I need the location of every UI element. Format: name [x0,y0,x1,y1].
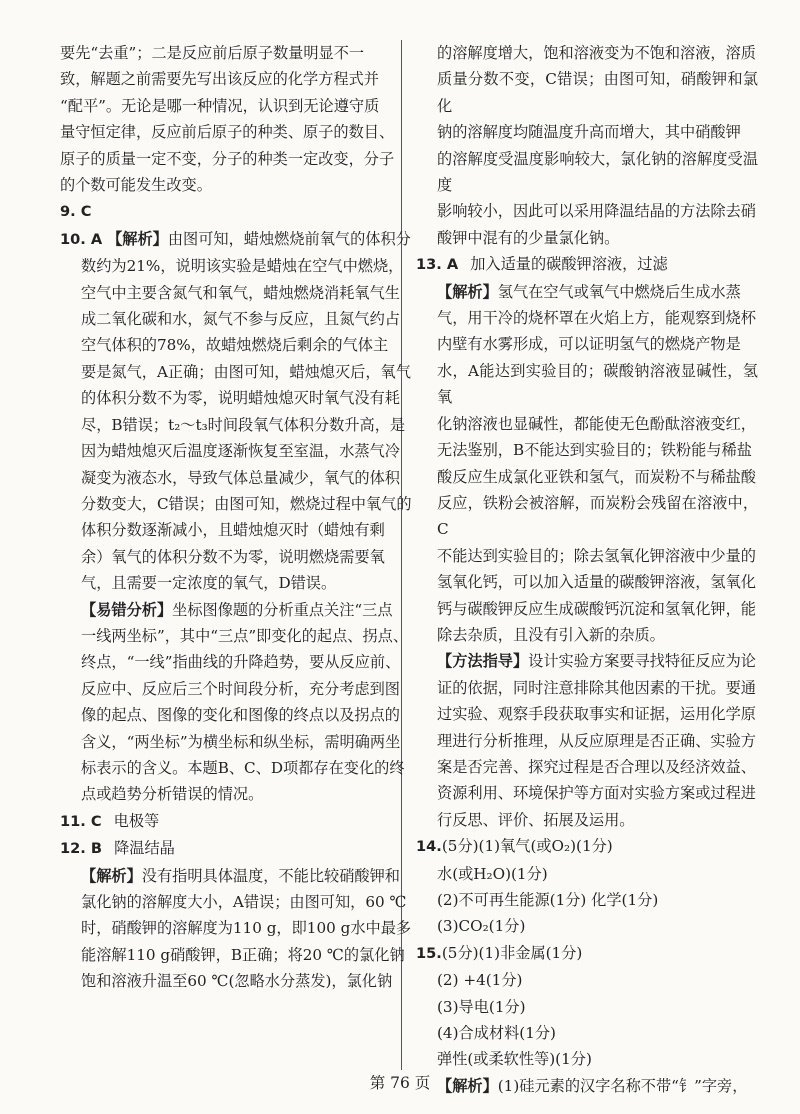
text-line: 的个数可能发生改变。 [60,176,212,195]
text-line: 像的起点、图像的变化和图像的终点以及拐点的 [81,706,400,725]
text-line: “配平”。无论是哪一种情况，认识到无论遵守质 [60,96,380,115]
answer-text: 降温结晶 [114,839,175,858]
analysis-tag: 【解析】 [437,1076,498,1095]
tip-paragraph [60,597,412,623]
analysis-tag: 【解析】 [81,866,142,885]
question-13 [416,251,758,278]
text-line: 酸钾中混有的少量氯化钠。 [437,228,620,247]
text-line: 行反思、评价、拓展及运用。 [437,810,635,829]
text-line: 凝变为液态水，导致气体总量减少，氧气的体积 [81,468,400,487]
text-line: (4)合成材料(1分) [437,1024,556,1043]
analysis-body [416,305,758,648]
text-line: 时，硝酸钾的溶解度为110 g，即100 g水中最多 [81,919,412,938]
analysis-body [60,253,412,596]
analysis-tag: 【解析】 [437,282,498,301]
text-line: 气，且需要一定浓度的氧气，D错误。 [81,574,337,593]
text-line: 终点，“一线”指曲线的升降趋势，要从反应前、 [81,653,401,672]
answer-text: 加入适量的碳酸钾溶液，过滤 [470,255,668,274]
text-line: 内壁有水雾形成，可以证明氢气的燃烧产物是 [437,335,741,354]
text-line: 的体积分数不为零，说明蜡烛熄灭时氧气没有耗 [81,389,400,408]
text-line: 空气体积的78%，故蜡烛燃烧后剩余的气体主 [81,336,389,355]
text-line: 过实验、观察手段获取事实和证据，运用化学原 [437,705,756,724]
question-14 [416,833,758,860]
text-line: 要是氮气，A正确；由图可知，蜡烛熄灭后，氧气 [81,362,411,381]
analysis-tag: 【解析】 [107,229,168,248]
right-column [416,40,758,1099]
question-11 [60,808,412,835]
tip-body [416,675,758,833]
text-line: (2) +4(1分) [437,971,523,990]
question-number: 15. [416,944,442,962]
text-line: (3)导电(1分) [437,997,526,1016]
question-9 [60,198,412,225]
text-line: 水，A能达到实验目的；碳酸钠溶液显碱性，氢氧 [437,361,758,407]
text-line: 反应中、反应后三个时间段分析，充分考虑到图 [81,679,400,698]
text-line: 一线两坐标”，其中“三点”即变化的起点、拐点、 [81,626,409,645]
tip-tag: 【方法指导】 [437,652,529,671]
tip-text: 坐标图像题的分析重点关注“三点 [172,600,393,619]
text-line: 水(或H₂O)(1分) [437,864,548,883]
analysis-text: (1)硅元素的汉字名称不带“钅”字旁， [497,1076,748,1095]
question-number: 14. [416,838,442,856]
text-line: 无法鉴别，B不能达到实验目的；铁粉能与稀盐 [437,441,752,460]
left-column [60,40,412,995]
text-line: 理进行分析推理，从反应原理是否正确、实验方 [437,731,756,750]
text-line: 因为蜡烛熄灭后温度逐渐恢复至室温，水蒸气冷 [81,442,400,461]
text-line: 影响较小，因此可以采用降温结晶的方法除去硝 [437,202,756,221]
text-line: 空气中主要含氮气和氧气，蜡烛燃烧消耗氧气生 [81,283,400,302]
text-line: 数约为21%，说明该实验是蜡烛在空气中燃烧， [81,257,404,276]
text-line: 弹性(或柔软性等)(1分) [437,1050,592,1069]
text-line: 余）氧气的体积分数不为零，说明燃烧需要氧 [81,547,385,566]
intro-paragraph [60,40,412,198]
text-line: 的溶解度增大，饱和溶液变为不饱和溶液，溶质 [437,44,756,62]
answer-body [416,861,758,940]
text-line: 证的依据，同时注意排除其他因素的干扰。要通 [437,678,756,697]
analysis-text: 氢气在空气或氧气中燃烧后生成水蒸 [497,282,741,301]
text-line: 氯化钠的溶解度大小，A错误；由图可知，60 ℃ [81,893,407,911]
continued-paragraph [416,40,758,251]
analysis-text: 由图可知，蜡烛燃烧前氧气的体积分 [167,229,411,248]
text-line: 酸反应生成氯化亚铁和氢气，而炭粉不与稀盐酸 [437,467,756,486]
text-line: 氢氧化钙，可以加入适量的碳酸钾溶液，氢氧化 [437,573,756,592]
text-line: 含义，“两坐标”为横坐标和纵坐标，需明确两坐 [81,732,401,751]
question-15 [416,940,758,967]
text-line: 的溶解度受温度影响较大，氯化钠的溶解度受温度 [437,149,758,195]
text-line: 不能达到实验目的；除去氢氧化钾溶液中少量的 [437,546,756,565]
tip-text: 设计实验方案要寻找特征反应为论 [528,652,756,671]
analysis-paragraph [416,279,758,305]
text-line: 案是否完善、探究过程是否合理以及经济效益、 [437,757,756,776]
text-line: 资源利用、环境保护等方面对实验方案或过程进 [437,784,756,803]
text-line: 能溶解110 g硝酸钾，B正确；将20 ℃的氯化钠 [81,945,405,964]
text-line: 质量分数不变，C错误；由图可知，硝酸钾和氯化 [437,70,758,115]
tip-body [60,623,412,808]
text-line: 除去杂质，且没有引入新的杂质。 [437,625,665,644]
tip-tag: 【易错分析】 [81,600,173,619]
answer-body [416,967,758,1073]
question-12 [60,835,412,862]
text-line: 反应，铁粉会被溶解，而炭粉会残留在溶液中，C [437,493,758,539]
question-number: 13. A [416,256,459,274]
text-line: 要先“去重”；二是反应前后原子数量明显不一 [60,44,365,62]
question-number: 10. A [60,230,103,248]
answer-text: 电极等 [113,811,160,830]
question-number: 12. B [60,840,103,858]
tip-paragraph [416,648,758,674]
analysis-paragraph [60,863,412,889]
text-line: 化钠溶液也显碱性，都能使无色酚酞溶液变红， [437,414,756,433]
text-line: (2)不可再生能源(1分) 化学(1分) [437,891,659,909]
text-line: 钠的溶解度均随温度升高而增大，其中硝酸钾 [437,123,741,142]
text-line: 饱和溶液升温至60 ℃(忽略水分蒸发)，氯化钠 [81,972,393,991]
text-line: 点或趋势分析错误的情况。 [81,785,264,804]
page-number: 第 76 页 [369,1074,431,1092]
answer-text: (5分)(1)非金属(1分) [441,943,583,962]
answer-text: (5分)(1)氧气(或O₂)(1分) [441,837,613,856]
question-number: 9. C [60,203,92,221]
question-number: 11. C [60,812,102,830]
text-line: 尽，B错误；t₂～t₃时间段氧气体积分数升高，是 [81,415,406,434]
text-line: 钙与碳酸钾反应生成碳酸钙沉淀和氢氧化钾，能 [437,599,756,618]
question-10 [60,226,412,253]
text-line: 原子的质量一定不变，分子的种类一定改变，分子 [60,149,395,168]
text-line: 体积分数逐渐减小，且蜡烛熄灭时（蜡烛有剩 [81,521,385,540]
text-line: 量守恒定律，反应前后原子的种类、原子的数目、 [60,123,395,142]
analysis-text: 没有指明具体温度，不能比较硝酸钾和 [141,866,400,885]
analysis-body [60,889,412,995]
text-line: (3)CO₂(1分) [437,917,526,936]
text-line: 致，解题之前需要先写出该反应的化学方程式并 [60,70,379,89]
text-line: 成二氧化碳和水，氮气不参与反应，且氮气约占 [81,310,400,329]
text-line: 分数变大，C错误；由图可知，燃烧过程中氧气的 [81,494,412,513]
text-line: 标表示的含义。本题B、C、D项都存在变化的终 [81,758,405,777]
text-line: 气，用干冷的烧杯罩在火焰上方，能观察到烧杯 [437,309,756,328]
